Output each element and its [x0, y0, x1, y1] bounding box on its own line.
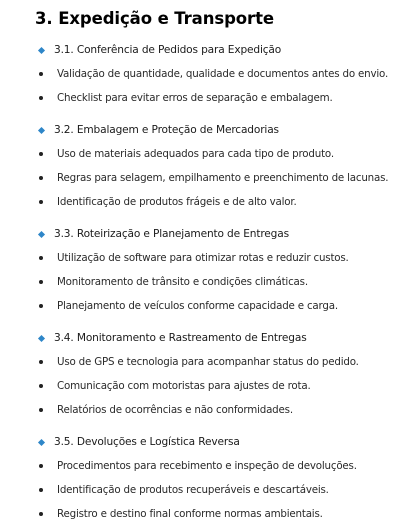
section-heading-label: 3.4. Monitoramento e Rastreamento de Entregas	[54, 332, 307, 344]
list-item-text: Validação de quantidade, qualidade e documentos antes do envio.	[57, 68, 389, 80]
blue-diamond-icon	[38, 126, 45, 133]
list-item-text: Relatórios de ocorrências e não conformidades.	[57, 404, 293, 416]
section-heading-label: 3.3. Roteirização e Planejamento de Entregas	[54, 228, 289, 240]
list-item	[37, 353, 359, 371]
list-item-text: Planejamento de veículos conforme capacidade e carga.	[57, 300, 338, 312]
list-item	[37, 145, 334, 163]
section-heading-3-5	[37, 433, 240, 451]
list-item-text: Procedimentos para recebimento e inspeção de devoluções.	[57, 460, 357, 472]
list-item-text: Uso de GPS e tecnologia para acompanhar status do pedido.	[57, 356, 359, 368]
section-heading-3-2	[37, 121, 279, 139]
bullet-dot-icon	[39, 360, 43, 364]
document-title: 3. Expedição e Transporte	[35, 9, 274, 28]
list-item	[37, 193, 297, 211]
section-heading-3-3	[37, 225, 289, 243]
list-item-text: Identificação de produtos recuperáveis e descartáveis.	[57, 484, 329, 496]
bullet-dot-icon	[39, 488, 43, 492]
list-item-text: Uso de materiais adequados para cada tipo de produto.	[57, 148, 334, 160]
blue-diamond-icon	[38, 334, 45, 341]
section-heading-label: 3.2. Embalagem e Proteção de Mercadorias	[54, 124, 279, 136]
bullet-dot-icon	[39, 176, 43, 180]
section-heading-label: 3.1. Conferência de Pedidos para Expedição	[54, 44, 282, 56]
bullet-dot-icon	[39, 72, 43, 76]
bullet-dot-icon	[39, 464, 43, 468]
list-item-text: Comunicação com motoristas para ajustes de rota.	[57, 380, 311, 392]
list-item-text: Monitoramento de trânsito e condições climáticas.	[57, 276, 308, 288]
list-item-text: Regras para selagem, empilhamento e preenchimento de lacunas.	[57, 172, 389, 184]
bullet-dot-icon	[39, 304, 43, 308]
section-heading-3-4	[37, 329, 307, 347]
list-item-text: Registro e destino final conforme normas ambientais.	[57, 508, 323, 520]
list-item	[37, 377, 311, 395]
list-item	[37, 273, 308, 291]
bullet-dot-icon	[39, 96, 43, 100]
blue-diamond-icon	[38, 46, 45, 53]
bullet-dot-icon	[39, 280, 43, 284]
section-heading-label: 3.5. Devoluções e Logística Reversa	[54, 436, 240, 448]
list-item-text: Identificação de produtos frágeis e de alto valor.	[57, 196, 297, 208]
bullet-dot-icon	[39, 384, 43, 388]
bullet-dot-icon	[39, 512, 43, 516]
list-item	[37, 481, 329, 499]
list-item	[37, 401, 293, 419]
bullet-dot-icon	[39, 200, 43, 204]
blue-diamond-icon	[38, 230, 45, 237]
bullet-dot-icon	[39, 152, 43, 156]
list-item	[37, 65, 388, 83]
list-item	[37, 169, 388, 187]
bullet-dot-icon	[39, 408, 43, 412]
blue-diamond-icon	[38, 438, 45, 445]
bullet-dot-icon	[39, 256, 43, 260]
section-heading-3-1	[37, 41, 281, 59]
list-item	[37, 249, 349, 267]
list-item	[37, 505, 323, 523]
list-item	[37, 297, 338, 315]
list-item	[37, 457, 357, 475]
list-item	[37, 89, 333, 107]
list-item-text: Checklist para evitar erros de separação e embalagem.	[57, 92, 333, 104]
list-item-text: Utilização de software para otimizar rotas e reduzir custos.	[57, 252, 349, 264]
